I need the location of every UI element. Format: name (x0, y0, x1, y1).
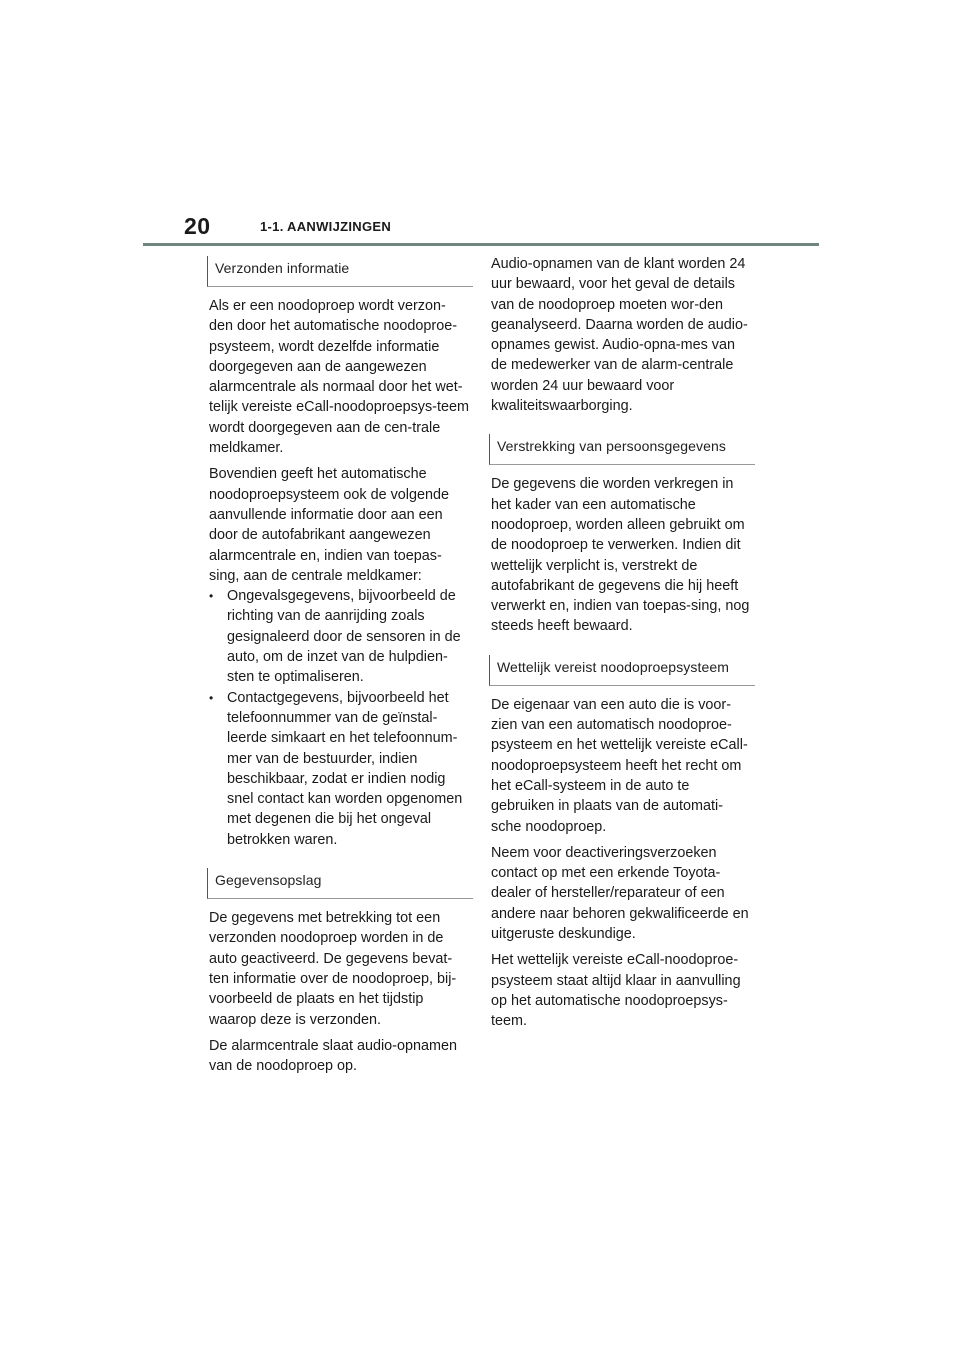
right-column (491, 254, 751, 1038)
paragraph: Als er een noodoproep wordt verzon-den door het automatische noodoproe-psysteem, wordt dezelfde informatie doorgegeven aan de aangewezen alarmcentrale als normaal door het wet-telijk vereiste eCall-noodoproepsys-teem wordt doorgegeven aan de cen-trale meldkamer. (209, 298, 469, 457)
bullet-glyph: • (209, 690, 214, 705)
list-item-text: Ongevalsgegevens, bijvoorbeeld de richting van de aanrijding zoals gesignaleerd door de sensoren in de auto, om de inzet van de hulpdien-sten te optimaliseren. (227, 588, 461, 686)
left-column (209, 256, 469, 1082)
list-item (209, 586, 469, 687)
paragraph: De eigenaar van een auto die is voor-zien van een automatisch noodoproe-psysteem en het wettelijk vereiste eCall-noodoproepsysteem heeft het recht om het eCall-systeem in de auto te gebruiken in plaats van de automati-sche noodoproep. (491, 696, 748, 835)
section-heading-verzonden-informatie: Verzonden informatie (207, 256, 473, 287)
paragraph: Neem voor deactiveringsverzoeken contact op met een erkende Toyota-dealer of hersteller/reparateur of een andere naar behoren gekwalificeerde en uitgeruste deskundige. (491, 844, 749, 943)
section-heading-wettelijk-vereist-noodoproepsysteem: Wettelijk vereist noodoproepsysteem (489, 655, 755, 686)
paragraph: Bovendien geeft het automatische noodoproepsysteem ook de volgende aanvullende informatie door aan een door de autofabrikant aangewezen alarmcentrale en, indien van toepas-sing, aan de centrale meldkamer: (209, 466, 450, 584)
paragraph: De alarmcentrale slaat audio-opnamen van de noodoproep op. (209, 1037, 457, 1075)
list-item (209, 688, 469, 850)
list-item-text: Contactgegevens, bijvoorbeeld het telefoonnummer van de geïnstal-leerde simkaart en het telefoonnum-mer van de bestuurder, indien beschikbaar, zodat er indien nodig snel contact kan worden opgenomen met degenen die bij het ongeval betrokken waren. (227, 689, 463, 848)
header-rule (143, 243, 819, 246)
paragraph: Audio-opnamen van de klant worden 24 uur bewaard, voor het geval de details van de noodoproep moeten wor-den geanalyseerd. Daarna worden de audio-opnames gewist. Audio-opna-mes van de medewerker van de alarm-centrale worden 24 uur bewaard voor kwaliteitswaarborging. (491, 256, 748, 415)
paragraph: De gegevens die worden verkregen in het kader van een automatische noodoproep, worden alleen gebruikt om de noodoproep te verwerken. Indien dit wettelijk verplicht is, verstrekt de autofabrikant de gegevens die hij heeft verwerkt en, indien van toepas-sing, nog steeds heeft bewaard. (491, 476, 750, 635)
bullet-list (209, 586, 469, 850)
bullet-glyph: • (209, 589, 214, 604)
section-heading-verstrekking-persoonsgegevens: Verstrekking van persoonsgegevens (489, 434, 755, 465)
page-number: 20 (184, 213, 211, 239)
paragraph: Het wettelijk vereiste eCall-noodoproe-psysteem staat altijd klaar in aanvulling op het automatische noodoproepsys-teem. (491, 952, 741, 1030)
chapter-title: 1-1. AANWIJZINGEN (260, 219, 392, 234)
section-heading-gegevensopslag: Gegevensopslag (207, 868, 473, 899)
paragraph: De gegevens met betrekking tot een verzonden noodoproep worden in de auto geactiveerd. De gegevens bevat-ten informatie over de noodoproep, bij-voorbeeld de plaats en het tijdstip waarop deze is verzonden. (209, 910, 457, 1028)
